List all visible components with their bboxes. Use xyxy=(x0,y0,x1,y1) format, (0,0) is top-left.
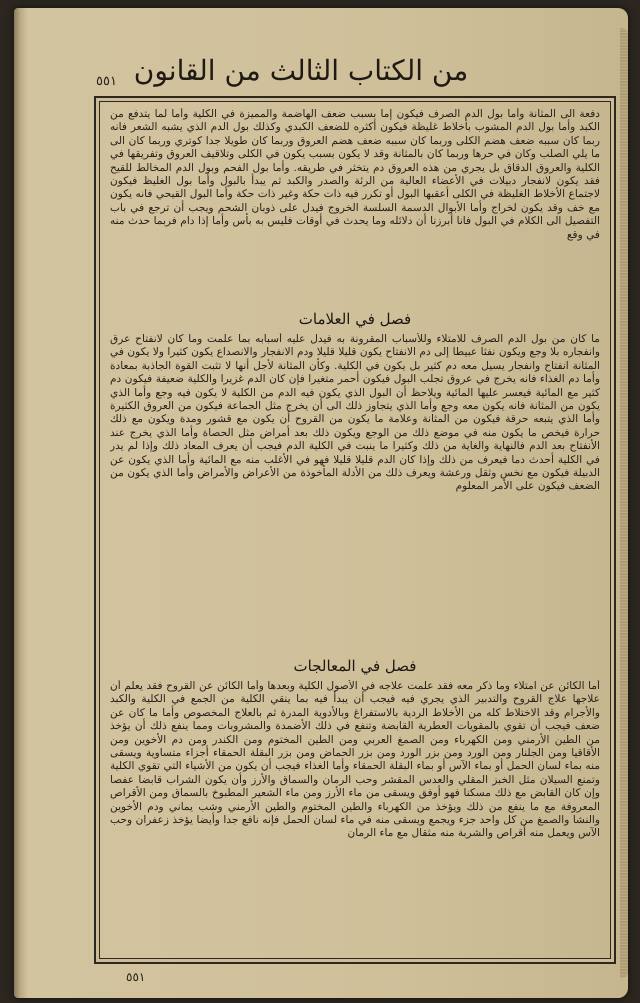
paragraph-treatments: أما الكائن عن امتلاء وما ذكر معه فقد علمت علاجه في الأصول الكلية وبعدها وأما الكائن عن القروح فقد يعلم أن علاجها علاج القروح والتدبير الذي يجري فيه فيجب أن يبدأ فيه بما ينقي الكلية من الجمع في الكلية والكبد والأجرام وقد الاختلاط كله من الأخلاط الردية بالاستفراغ وبالأدوية المدرة ثم بالعلاج المخصوص وأما ما كان عن ضعف فيجب أن تقوي بالمقويات العطرية القابضة وتنفع في ذلك الأضمدة والمشروبات ومما ينفع ذلك أن يؤخذ من الطين الأرمني ومن الكهرباء ومن الصمغ العربي ومن الطين المختوم ومن الكندر ومن دم الأخوين ومن الأقاقيا ومن الجلنار ومن الورد ومن بزر الورد ومن بزر الحماض ومن بزر البقلة الحمقاء أجزاء متساوية ويسقى منه بماء لسان الحمل أو بماء الآس أو بماء البقلة الحمقاء وأما الغذاء فيجب أن يكون من الأشياء التي تقوي الكلية وتمنع السيلان مثل الخبز المقلي والعدس المقشر وحب الرمان والسماق والأرز وأن يكون الشراب قابضا عفصا وإن كان القابض مع ذلك مسكنا فهو أوفق ويسقى من ماء الأرز ومن ماء الشعير المطبوخ بالسماق ومن الأقراص المعروفة مع ما ينفع من ذلك ويؤخذ من الكهرباء والطين المختوم والطين الأرمني وشب يماني ودم الأخوين والنشا والصمغ من كل واحد جزء ويجمع ويسقى منه في ماء لسان الحمل فإنه نافع جدا وأيضا يؤخذ زعفران وحب الآس ويعمل منه أقراص والشربة منه مثقال مع ماء الرمان xyxy=(110,680,600,840)
page-number-bottom: ٥٥١ xyxy=(126,970,146,984)
page-number-top: ٥٥١ xyxy=(96,74,117,89)
section-title-treatments: فصل في المعالجات xyxy=(293,657,417,675)
section-title-signs: فصل في العلامات xyxy=(298,310,412,328)
paragraph-intro: دفعة الى المثانة وأما بول الدم الصرف فيكون إما بسبب ضعف الهاضمة والمميزة في الكلية وأما لما يتدفع من الكبد وأما بول الدم المشوب بأخلاط غليظة فيكون أكثره للضعف الكبدي وكذلك بول الدم الذي يشبه الشعر فانه ربما كان سببه ضعف هضم الكلى وربما كان سببه ضعف هضم العروق وربما كان طويلا جدا كوتري وربما كان الى ما يلي الصلب وكان في حرها وربما كان بالمثانة وقد لا يكون بسبب يكون في الكلى وتلاقيف العروق وتفريقها في الكلية والعروق الدقاق بل يجري من هذه العروق دم يتخثر في طريقه. وأما بول الفحم وبول الدم المخالط للقيح فقد يكون لانفجار دبيلات في الأعضاء العالية من الرئة والصدر والكبد ثم يبدأ بالبول وأما بول الغليظ فيكون لاجتماع الأخلاط الغليظة في الكلى أعقبها البول أو تكرر فيه ذات حكة وغير ذات حكة وأما البول القيحي فانه يكون مع خف وقد يكون لخراج وأما الأبوال الدسمة السلسة الخروج فيدل على ذوبان الشحم ويجب أن ترجع في باب التفصيل الى الكلام في البول فانا أبرزنا أن دلائله وما يحدث في أوقات فليس به بأس وأما إذا دام فربما حدث منه في وقع xyxy=(110,108,600,241)
paragraph-signs: ما كان من بول الدم الصرف للامتلاء وللأسباب المقرونة به فيدل عليه أسبابه بما علمت وما كان لانفتاح عرق وانفجاره بلا وجع ويكون نفثا عبيطا إلى دم الانفتاح يكون قليلا قليلا ودم الانفجار والانصداع يكون كثيرا ولا يكون في المثانة انفتاح وانفجار يسيل معه دم كثير بل يكون في الكلية. وكأن المثانة لأجل أنها لا تثبت القوة الجاذبة بمعادة وأما دم الغذاء فانه يخرج في عروق تجلب البول فيكون أحمر متغيرا فإن كان الدم غزيرا والكلية ضعيفة فيكون دم كثير مع المائية فيعسر عليها المائية ويلاحظ أن البول الذي يكون فيه الدم من الكلية لا يكون فيه وجع وأما الذي يكون من المثانة فانه يكون معه وجع وأما الذي يتجاوز ذلك الى أن يخرج مثل الجماعة فيكون من العروق الكثيرة وأما الذي يتبعه حرقة فيكون من المثانة وعلامة ما يكون من القروح أن يكون مع قشور ومدة ويكون مع ذلك حرارة فيخص ما يكون منه في موضع ذلك من الوجع ويكون ذلك بعد أمراض مثل الحصاة وأما الذي يخرج عند الأنفتاح بعد الدم فالنهاية والغاية من ذلك وكثيرا ما ينبت في الكلية الدم فيجب أن يعرف المعاد ذلك وإذا لم يدر في الكلية أحدث دما فيعرف من ذلك وإذا كان الدم قليلا قليلا فهو في الأغلب منه مع المائية وأما الذي يكون عن الدبيلة فيكون مع نخس وثقل ورعشة ويعرف ذلك من الأدلة المأخوذة من الأعراض والأمراض وأما الذي يكون من الضعف فيكون على الأمر المعلوم xyxy=(110,333,600,493)
book-page xyxy=(14,8,628,998)
running-title: من الكتاب الثالث من القانون xyxy=(133,54,469,87)
text-frame xyxy=(94,96,616,964)
manuscript-page xyxy=(36,44,626,988)
